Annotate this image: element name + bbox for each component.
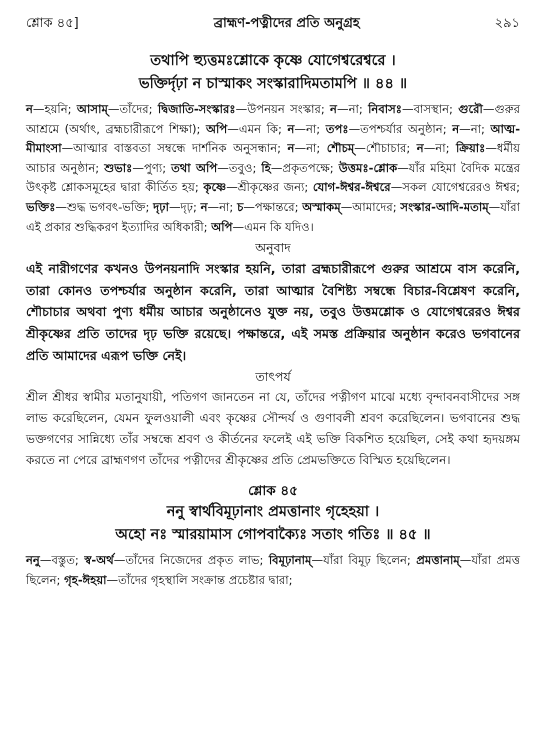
- synonym-word: যোগ-ঈশ্বর-ঈশ্বরে: [312, 180, 391, 195]
- synonym-meaning: হয়নি;: [44, 102, 77, 116]
- synonym-word: তথা অপি: [171, 160, 218, 175]
- synonym-word: কৃষ্ণে: [203, 180, 227, 195]
- synonym-meaning: শুদ্ধ ভগবৎ-ভক্তি;: [67, 199, 154, 214]
- synonym-meaning: পক্ষান্তরে;: [254, 199, 303, 214]
- synonym-meaning: এমন কি যদিও।: [244, 219, 314, 234]
- synonym-meaning: প্রকৃতপক্ষে;: [282, 160, 339, 175]
- book-page: [26, 14, 520, 590]
- synonym-word: স্ব-অর্থ: [84, 553, 114, 568]
- synonym-meaning: না;: [470, 121, 491, 136]
- synonym-meaning: যাঁর মহিমা বৈদিক মন্ত্রের উৎকৃষ্ট শ্লোকসমূহের দ্বারা কীর্তিত হয়;: [26, 160, 520, 195]
- header-verse-ref: শ্লোক ৪৫]: [26, 16, 79, 31]
- synonym-word: শৌচম্: [326, 141, 355, 156]
- synonym-word: ন: [200, 199, 208, 214]
- synonym-word: ন: [452, 121, 460, 136]
- synonym-meaning: তপশ্চর্যার অনুষ্ঠান;: [360, 121, 453, 136]
- synonym-meaning: সকল যোগেশ্বরেরও ঈশ্বর;: [402, 180, 520, 195]
- verse-44: [26, 50, 520, 96]
- synonym-word: ন: [26, 102, 33, 116]
- verse-45-line-2: অহো নঃ স্মারয়ামাস গোপবাক্যৈঃ সতাং গতিঃ ॥ ৪৫ ॥: [115, 527, 431, 544]
- synonym-word: গুরৌ: [458, 102, 483, 116]
- synonym-word: অপি: [206, 121, 228, 136]
- synonym-word: আত্ম-মীমাংসা: [26, 121, 521, 156]
- verse-45-number: শ্লোক ৪৫: [248, 483, 298, 500]
- synonym-word: নিবাসঃ: [368, 102, 402, 116]
- synonym-word: ক্রিয়াঃ: [455, 141, 486, 156]
- synonym-word: শুভাঃ: [104, 160, 133, 175]
- synonym-word: অস্মাকম্: [302, 199, 341, 214]
- synonym-meaning: দৃঢ়;: [180, 199, 201, 214]
- synonym-word: প্রমত্তানাম্: [416, 553, 460, 568]
- translation-heading: অনুবাদ: [255, 240, 291, 256]
- synonym-word: সংস্কার-আদি-মতাম্: [400, 199, 489, 214]
- synonym-word: ননু: [26, 553, 40, 568]
- synonym-meaning: না;: [306, 141, 327, 156]
- synonym-word: হি: [261, 160, 271, 175]
- running-header: [26, 14, 520, 36]
- synonym-meaning: উপনয়ন সংস্কার;: [247, 102, 331, 116]
- synonym-word: ন: [416, 141, 424, 156]
- synonyms-45: ননু—বস্তুত; স্ব-অর্থ—তাঁদের নিজেদের প্রকৃত লাভ; বিমূঢ়ানাম্—যাঁরা বিমূঢ় ছিলেন; প্রমত্তানাম্—যাঁরা প্রমত্ত ছিলেন; গৃহ-ঈহয়া—তাঁদের গৃহস্থালি সংক্রান্ত প্রচেষ্টার দ্বারা;: [26, 553, 520, 587]
- synonym-meaning: যাঁরা বিমূঢ় ছিলেন;: [323, 553, 417, 568]
- synonym-word: ন: [287, 121, 295, 136]
- synonym-word: বিমূঢ়ানাম্: [268, 553, 312, 568]
- synonym-meaning: আত্মার বাস্তবতা সম্বন্ধে দার্শনিক অনুসন্ধান;: [73, 141, 288, 156]
- synonym-meaning: গুরুর আশ্রমে (অর্থাৎ, ব্রহ্মচারীরূপে শিক্ষা);: [26, 102, 521, 136]
- synonym-word: ভক্তিঃ: [26, 199, 56, 214]
- synonym-word: ন: [330, 102, 337, 116]
- synonyms-44: ন—হয়নি; আসাম্—তাঁদের; দ্বিজাতি-সংস্কারঃ—উপনয়ন সংস্কার; ন—না; নিবাসঃ—বাসস্থান; গুরৌ—গুরুর আশ্রমে (অর্থাৎ, ব্রহ্মচারীরূপে শিক্ষা); অপি—এমন কি; ন—না; তপঃ—তপশ্চর্যার অনুষ্ঠান; ন—না; আত্ম-মীমাংসা—আত্মার বাস্তবতা সম্বন্ধে দার্শনিক অনুসন্ধান; ন—না; শৌচম্—শৌচাচার; ন—না; ক্রিয়াঃ—ধর্মীয় আচার অনুষ্ঠান; শুভাঃ—পুণ্য; তথা অপি—তবুও; হি—প্রকৃতপক্ষে; উত্তমঃ-শ্লোক—যাঁর মহিমা বৈদিক মন্ত্রের উৎকৃষ্ট শ্লোকসমূহের দ্বারা কীর্তিত হয়; কৃষ্ণে—শ্রীকৃষ্ণের জন্য; যোগ-ঈশ্বর-ঈশ্বরে—সকল যোগেশ্বরেরও ঈশ্বর; ভক্তিঃ—শুদ্ধ ভগবৎ-ভক্তি; দৃঢ়া—দৃঢ়; ন—না; চ—পক্ষান্তরে; অস্মাকম্—আমাদের; সংস্কার-আদি-মতাম্—যাঁরা এই প্রকার শুদ্ধিকরণ ইত্যাদির অধিকারী; অপি—এমন কি যদিও।: [26, 102, 521, 234]
- verse-45: [26, 501, 520, 547]
- synonym-meaning: বস্তুত;: [51, 553, 85, 568]
- synonym-meaning: না;: [435, 141, 456, 156]
- synonym-meaning: তাঁদের নিজেদের প্রকৃত লাভ;: [125, 553, 269, 568]
- verse-44-line-1: তথাপি হ্যুত্তমঃশ্লোকে কৃষ্ণে যোগেশ্বরেশ্বরে ।: [150, 53, 396, 69]
- synonym-meaning: না;: [306, 121, 326, 136]
- synonym-meaning: তাঁদের গৃহস্থালি সংক্রান্ত প্রচেষ্টার দ্বারা;: [118, 572, 293, 587]
- purport-text: শ্রীল শ্রীধর স্বামীর মতানুযায়ী, পতিগণ জানতেন না যে, তাঁদের পত্নীগণ মাঝে মধ্যে বৃন্দাবনবাসীদের সঙ্গ লাভ করেছিলেন, যেমন ফুলওয়ালী এবং কৃষ্ণের সৌন্দর্য ও গুণাবলী শ্রবণ করেছিলেন। ভগবানের শুদ্ধ ভক্তগণের সান্নিধ্যে তাঁর সম্বন্ধে শ্রবণ ও কীর্তনের ফলেই এই ভক্তি বিকশিত হয়েছিল, সেই কথা হৃদয়ঙ্গম করতে না পেরে ব্রাহ্মণগণ তাঁদের পত্নীদের শ্রীকৃষ্ণের প্রতি প্রেমভক্তিতে বিস্মিত হয়েছিলেন।: [26, 390, 520, 468]
- synonym-meaning: যাঁরা প্রমত্ত ছিলেন;: [26, 553, 520, 587]
- synonym-word: গৃহ-ঈহয়া: [64, 572, 107, 587]
- header-chapter-title: ব্রাহ্মণ-পত্নীদের প্রতি অনুগ্রহ: [213, 16, 360, 31]
- verse-44-line-2: ভক্তির্দৃঢ়া ন চাস্মাকং সংস্কারাদিমতামপি ॥ ৪৪ ॥: [138, 76, 408, 92]
- synonym-meaning: না;: [219, 199, 238, 214]
- verse-45-line-1: ননু স্বার্থবিমূঢ়ানাং প্রমত্তানাং গৃহেহয়া ।: [166, 504, 380, 521]
- synonym-meaning: শৌচাচার;: [365, 141, 417, 156]
- synonym-meaning: তবুও;: [228, 160, 262, 175]
- synonym-meaning: আমাদের;: [352, 199, 401, 214]
- synonym-word: তপঃ: [325, 121, 349, 136]
- synonym-word: ন: [287, 141, 295, 156]
- translation-text: এই নারীগণের কখনও উপনয়নাদি সংস্কার হয়নি, তারা ব্রহ্মচারীরূপে গুরুর আশ্রমে বাস করেনি, তারা কোনও তপশ্চর্যার অনুষ্ঠান করেনি, তারা আত্মার বৈশিষ্ট্য সম্বন্ধে বিচার-বিশ্লেষণ করেনি, শৌচাচার অথবা পুণ্য ধর্মীয় আচার অনুষ্ঠানেও যুক্ত নয়, তবুও উত্তমশ্লোক ও যোগেশ্বরেরও ঈশ্বর শ্রীকৃষ্ণের প্রতি তাদের দৃঢ় ভক্তি রয়েছে। পক্ষান্তরে, এই সমস্ত প্রক্রিয়ার অনুষ্ঠান করেও ভগবানের প্রতি আমাদের এরূপ ভক্তি নেই।: [26, 261, 520, 363]
- synonym-meaning: বাসস্থান;: [413, 102, 459, 116]
- synonym-meaning: তাঁদের;: [119, 102, 158, 116]
- synonym-word: দ্বিজাতি-সংস্কারঃ: [157, 102, 236, 116]
- synonym-word: চ: [237, 199, 244, 214]
- purport-heading: তাৎপর্য: [255, 369, 291, 385]
- synonym-meaning: পুণ্য;: [143, 160, 172, 175]
- synonym-word: আসাম্: [76, 102, 108, 116]
- synonym-meaning: না;: [348, 102, 369, 116]
- synonym-meaning: শ্রীকৃষ্ণের জন্য;: [237, 180, 313, 195]
- page-number: ২৯১: [494, 16, 520, 31]
- synonym-meaning: ধর্মীয় আচার অনুষ্ঠান;: [26, 141, 521, 175]
- synonym-meaning: এমন কি;: [238, 121, 288, 136]
- synonym-word: দৃঢ়া: [153, 199, 169, 214]
- synonym-meaning: যাঁরা এই প্রকার শুদ্ধিকরণ ইত্যাদির অধিকারী;: [26, 199, 521, 234]
- synonym-word: অপি: [211, 219, 233, 234]
- synonym-word: উত্তমঃ-শ্লোক: [338, 160, 398, 175]
